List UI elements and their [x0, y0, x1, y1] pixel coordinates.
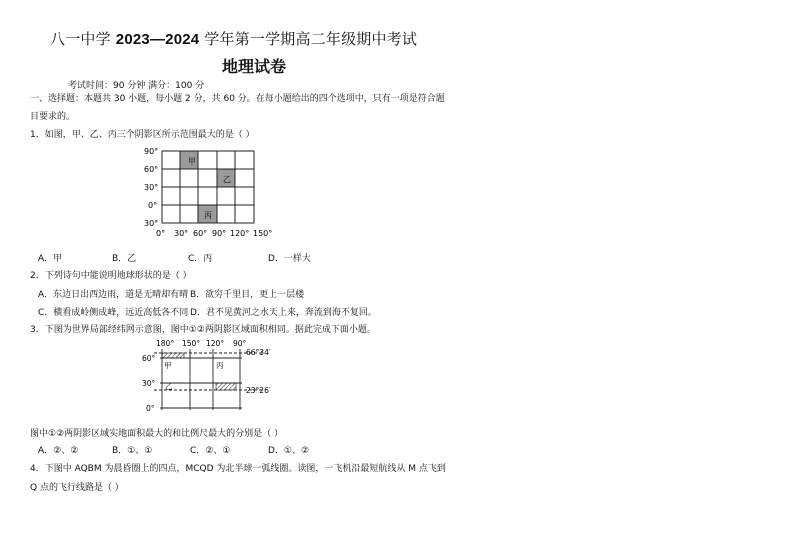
exam-subtitle: 地理试卷 — [222, 57, 287, 76]
q3-option-d: D．①、② — [268, 446, 310, 456]
q4-stem-cont: Q 点的飞行线路是（ ） — [30, 483, 124, 493]
q2-stem: 2．下列诗句中能说明地球形状的是（ ） — [30, 271, 192, 281]
x-label-0: 0° — [156, 229, 166, 238]
cell-label-bing: 丙 — [204, 211, 212, 220]
map-shaded-region-2 — [216, 383, 236, 390]
map-lat-30: 30° — [142, 379, 156, 388]
y-label-30n: 30° — [144, 183, 159, 192]
x-label-30: 30° — [174, 229, 189, 238]
map-lon-180: 180° — [156, 339, 175, 348]
x-label-60: 60° — [193, 229, 208, 238]
q2-option-d: D．君不见黄河之水天上来，奔流到海不复回。 — [190, 308, 377, 318]
map-lon-150: 150° — [182, 339, 201, 348]
title-prefix: 八一中学 — [50, 30, 116, 48]
x-label-150: 150° — [253, 229, 273, 238]
q1-option-d: D．一样大 — [268, 254, 311, 264]
map-region-jia: 甲 — [164, 361, 172, 370]
q2-option-b: B．欲穷千里目，更上一层楼 — [190, 290, 305, 300]
q3-option-b: B．①、① — [112, 446, 153, 456]
q1-option-b: B．乙 — [112, 254, 137, 264]
y-label-0: 0° — [148, 201, 158, 210]
q1-grid-figure — [140, 142, 280, 240]
section1-instructions: 一、选择题：本题共 30 小题，每小题 2 分，共 60 分。在每小题给出的四个选项中，只有一项是符合题 — [30, 94, 445, 104]
y-label-30s: 30° — [144, 219, 159, 228]
map-lat-60: 60° — [142, 354, 156, 363]
q3-sub-stem: 图中①②两阴影区域实地面积最大的和比例尺最大的分别是（ ） — [30, 429, 283, 439]
map-lat-0: 0° — [146, 404, 155, 413]
x-label-120: 120° — [230, 229, 250, 238]
q2-option-c: C．横看成岭侧成峰，远近高低各不同 — [38, 308, 189, 318]
cell-label-jia: 甲 — [188, 157, 196, 166]
y-label-90: 90° — [144, 147, 159, 156]
q3-map-figure — [140, 338, 290, 416]
map-region-bing: 丙 — [216, 361, 224, 370]
q3-option-c: C．②、① — [190, 446, 231, 456]
map-region-yi: 乙 — [165, 382, 173, 391]
exam-title — [50, 28, 417, 49]
exam-info: 考试时间：90 分钟 满分：100 分 — [68, 81, 205, 91]
map-tropic-label: 23°26′ — [246, 386, 271, 395]
title-suffix: 学年第一学期高二年级期中考试 — [199, 30, 418, 48]
map-shaded-region-1 — [162, 353, 184, 358]
q3-option-a: A．②、② — [38, 446, 79, 456]
q1-stem: 1．如图，甲、乙、丙三个阴影区所示范围最大的是（ ） — [30, 130, 255, 140]
map-arctic-circle-label: 66°34′ — [246, 348, 271, 357]
map-lon-120: 120° — [206, 339, 225, 348]
q1-option-c: C．丙 — [188, 254, 213, 264]
y-label-60: 60° — [144, 165, 159, 174]
q4-stem: 4．下图中 AQBM 为晨昏圈上的四点，MCQD 为北半球一弧线圈。读图，一飞机沿最短航线从 M 点飞到 — [30, 464, 446, 474]
cell-label-yi: 乙 — [223, 175, 231, 184]
q3-stem: 3．下图为世界局部经纬网示意图，图中①②两阴影区域面积相同。据此完成下面小题。 — [30, 325, 376, 335]
map-lon-90: 90° — [233, 339, 247, 348]
section1-instructions-cont: 目要求的。 — [30, 112, 76, 122]
x-label-90: 90° — [212, 229, 227, 238]
q1-option-a: A．甲 — [38, 254, 63, 264]
title-years: 2023—2024 — [115, 31, 200, 48]
q2-option-a: A．东边日出西边雨，道是无晴却有晴 — [38, 290, 189, 300]
